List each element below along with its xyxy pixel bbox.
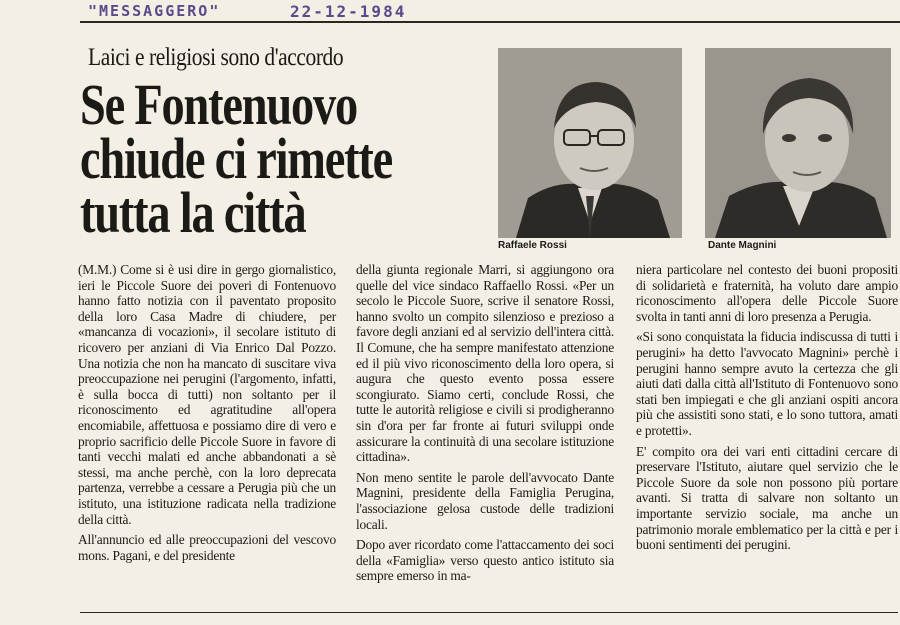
article-paragraph: niera particolare nel contesto dei buoni propositi di solidarietà e fraternità, ha voluto dare ampio riconoscimento all'opera delle Piccole Suore svolta in tanti anni di loro presenza a Perugia. <box>636 262 898 324</box>
article-paragraph: «Si sono conquistata la fiducia indiscussa di tutti i perugini» ha detto l'avvocato Magnini» perchè i perugini hanno sempre avuto la certezza che gli aiuti dati dalla città all'Istituto di Fontenuovo sono stati ben impiegati e che gli anziani ospiti ancora più che assistiti sono stati, e lo sono tuttora, amati e protetti». <box>636 329 898 438</box>
article-column-3 <box>636 262 898 558</box>
photo-caption: Raffaele Rossi <box>498 240 567 251</box>
article-column-2 <box>356 262 614 589</box>
bottom-rule <box>80 612 898 613</box>
source-date-note: 22-12-1984 <box>290 2 407 21</box>
article-paragraph: Non meno sentite le parole dell'avvocato Dante Magnini, presidente della Famiglia Perugina, l'associazione gelosa custode delle tradizioni locali. <box>356 469 614 532</box>
article-headline <box>80 72 400 245</box>
headline-line: Se Fontenuovo <box>80 72 358 137</box>
article-paragraph: Dopo aver ricordato come l'attaccamento dei soci della «Famiglia» verso questo antico istituto sia sempre emerso in ma- <box>356 537 614 584</box>
portrait-photo-rossi <box>498 48 682 238</box>
source-newspaper-note: "MESSAGGERO" <box>88 2 221 20</box>
article-paragraph: della giunta regionale Marri, si aggiungono ora quelle del vice sindaco Raffaello Rossi. «Per un secolo le Piccole Suore, scrive il senatore Rossi, hanno svolto un compito silenzioso e prezioso a favore degli anziani ed al servizio dell'intera città. Il Comune, che ha sempre manifestato attenzione ed il più vivo riconoscimento della loro opera, si augura che questo evento possa essere scongiurato. Siamo certi, conclude Rossi, che tutte le autorità religiose e civili si prodigheranno sin d'ora per far fronte ai futuri sviluppi onde assicurare la continuità di una secolare istituzione cittadina». <box>356 262 614 465</box>
headline-line: chiude ci rimette <box>80 126 393 191</box>
article-column-1 <box>78 262 336 568</box>
article-paragraph: All'annuncio ed alle preoccupazioni del vescovo mons. Pagani, e del presidente <box>78 532 336 563</box>
article-paragraph: (M.M.) Come si è usi dire in gergo giornalistico, ieri le Piccole Suore dei poveri di Fontenuovo hanno fatto notizia con il paventato proposito della loro Casa Madre di chiudere, per «mancanza di vocazioni», il secolare istituto di ricovero per anziani di Via Enrico Dal Pozzo. Una notizia che non ha mancato di suscitare viva preoccupazione nei perugini (l'argomento, infatti, è sulla bocca di tutti) non soltanto per il riconoscimento ed agratitudine all'opera encomiabile, affettuosa e possiamo dire di vero e proprio sacrificio delle Piccole Suore in favore di tanti vecchi malati ed anche abbandonati a sè stessi, ma anche perchè, con la loro deprecata partenza, verrebbe a cessare a Perugia più che un istituto, una istituzione radicata nella tradizione della città. <box>78 262 336 527</box>
portrait-photo-magnini <box>705 48 891 238</box>
photo-caption: Dante Magnini <box>708 240 777 251</box>
article-paragraph: E' compito ora dei vari enti cittadini cercare di preservare l'Istituto, aiutare quel servizio che le Piccole Suore da sole non possono più portare avanti. Si tratta di salvare non soltanto un importante servizio sociale, ma anche un patrimonio morale emblematico per la città e per i buoni sentimenti dei perugini. <box>636 443 898 553</box>
headline-line: tutta la città <box>80 180 306 245</box>
top-rule <box>80 21 900 23</box>
article-kicker: Laici e religiosi sono d'accordo <box>88 44 344 71</box>
